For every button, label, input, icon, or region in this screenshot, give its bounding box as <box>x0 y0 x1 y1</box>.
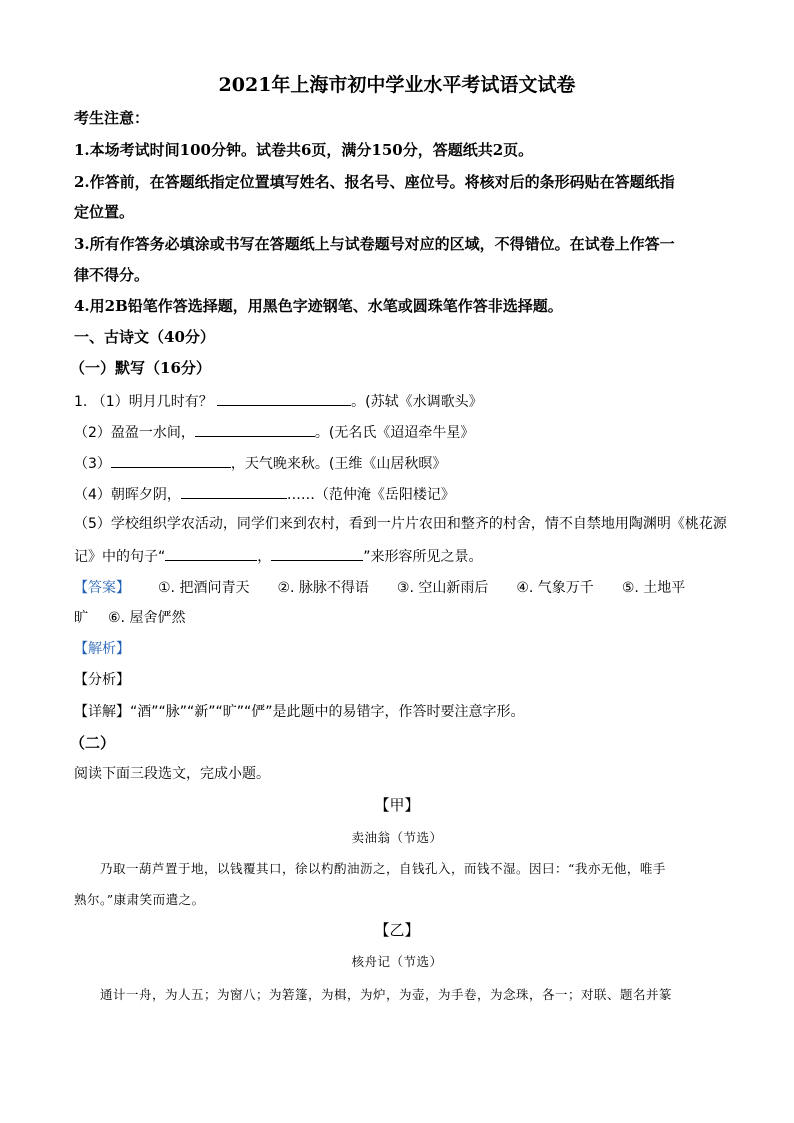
analysis-tag: 【解析】 <box>74 641 130 657</box>
page-title: 2021年上海市初中学业水平考试语文试卷 <box>218 74 576 96</box>
question-1-1 <box>74 390 483 412</box>
answer-tag: 【答案】 <box>74 580 130 596</box>
passage-jia-text: 乃取一葫芦置于地，以钱覆其口，徐以杓酌油沥之，自钱孔入，而钱不湿。因曰：“我亦无他，唯手 <box>100 861 666 876</box>
answer-blank[interactable] <box>181 483 287 499</box>
question-1-4 <box>74 483 455 505</box>
question-1-1-source: 。(苏轼《水调歌头》 <box>351 394 483 410</box>
explanation-text: “酒”“脉”“新”“旷”“俨”是此题中的易错字，作答时要注意字形。 <box>130 704 525 720</box>
question-1-1-prompt: 1. （1）明月几时有？ <box>74 394 213 410</box>
note-3: 3.所有作答务必填涂或书写在答题纸上与试卷题号对应的区域，不得错位。在试卷上作答一 <box>74 235 675 253</box>
question-1-5: （5）学校组织学农活动，同学们来到农村，看到一片片农田和整齐的村舍，情不自禁地用陶渊明《桃花源 <box>74 516 727 532</box>
notice-heading: 考生注意： <box>74 109 150 127</box>
passage-yi-heading: 【乙】 <box>374 921 420 939</box>
passage-jia-text-cont: 熟尔。”康肃笑而遣之。 <box>74 892 205 907</box>
passage-jia-title: 卖油翁（节选） <box>351 830 443 845</box>
reading-instruction: 阅读下面三段选文，完成小题。 <box>74 766 270 782</box>
question-1-5-cont <box>74 545 483 567</box>
question-1-4-source: ……（范仲淹《岳阳楼记》 <box>286 487 455 503</box>
passage-yi-title: 核舟记（节选） <box>351 954 443 969</box>
subsection-heading-2: （二） <box>70 734 116 752</box>
answer-blank[interactable] <box>195 421 315 437</box>
note-3-cont: 律不得分。 <box>74 266 150 284</box>
answer-item: ②. 脉脉不得语 <box>277 580 369 596</box>
question-1-4-prompt: （4）朝晖夕阴， <box>74 487 181 503</box>
question-1-5-cont-text: 记》中的句子“ <box>74 549 166 565</box>
explanation <box>74 702 525 722</box>
explanation-tag: 【详解】 <box>74 704 130 720</box>
note-1: 1.本场考试时间100分钟。试卷共6页，满分150分，答题纸共2页。 <box>74 141 534 159</box>
section-heading-1: 一、古诗文（40分） <box>74 328 215 346</box>
answer-blank[interactable] <box>271 545 363 561</box>
answer-item: ⑤. 土地平 <box>621 580 686 596</box>
question-1-5-comma: ， <box>257 549 272 565</box>
note-2: 2.作答前，在答题纸指定位置填写姓名、报名号、座位号。将核对后的条形码贴在答题纸指 <box>74 173 675 191</box>
passage-yi-text: 通计一舟，为人五；为窗八；为箬篷，为楫，为炉，为壶，为手卷，为念珠，各一；对联、题名并篆 <box>100 987 673 1002</box>
answer-blank[interactable] <box>111 452 231 468</box>
answer-item: ⑥. 屋舍俨然 <box>108 610 186 626</box>
answer-blank[interactable] <box>165 545 257 561</box>
note-2-cont: 定位置。 <box>74 203 135 221</box>
passage-jia-heading: 【甲】 <box>374 796 420 814</box>
question-1-3-prompt: （3） <box>74 456 111 472</box>
answer-line-cont <box>74 608 185 628</box>
answer-item: ①. 把酒问青天 <box>158 580 250 596</box>
question-1-5-tail: ”来形容所见之景。 <box>363 549 483 565</box>
question-1-2-prompt: （2）盈盈一水间， <box>74 425 195 441</box>
question-1-3 <box>74 452 446 474</box>
subsection-heading-1: （一）默写（16分） <box>70 359 211 377</box>
answer-cont: 旷 <box>74 610 88 626</box>
question-1-2 <box>74 421 474 443</box>
note-4: 4.用2B铅笔作答选择题，用黑色字迹钢笔、水笔或圆珠笔作答非选择题。 <box>74 297 563 315</box>
question-1-3-source: ，天气晚来秋。(王维《山居秋暝》 <box>230 456 447 472</box>
answer-line <box>74 577 685 598</box>
answer-item: ③. 空山新雨后 <box>396 580 489 596</box>
answer-blank[interactable] <box>217 390 351 406</box>
question-1-2-source: 。(无名氏《迢迢牵牛星》 <box>314 425 475 441</box>
answer-item: ④. 气象万千 <box>516 580 594 596</box>
breakdown-tag: 【分析】 <box>74 672 130 688</box>
